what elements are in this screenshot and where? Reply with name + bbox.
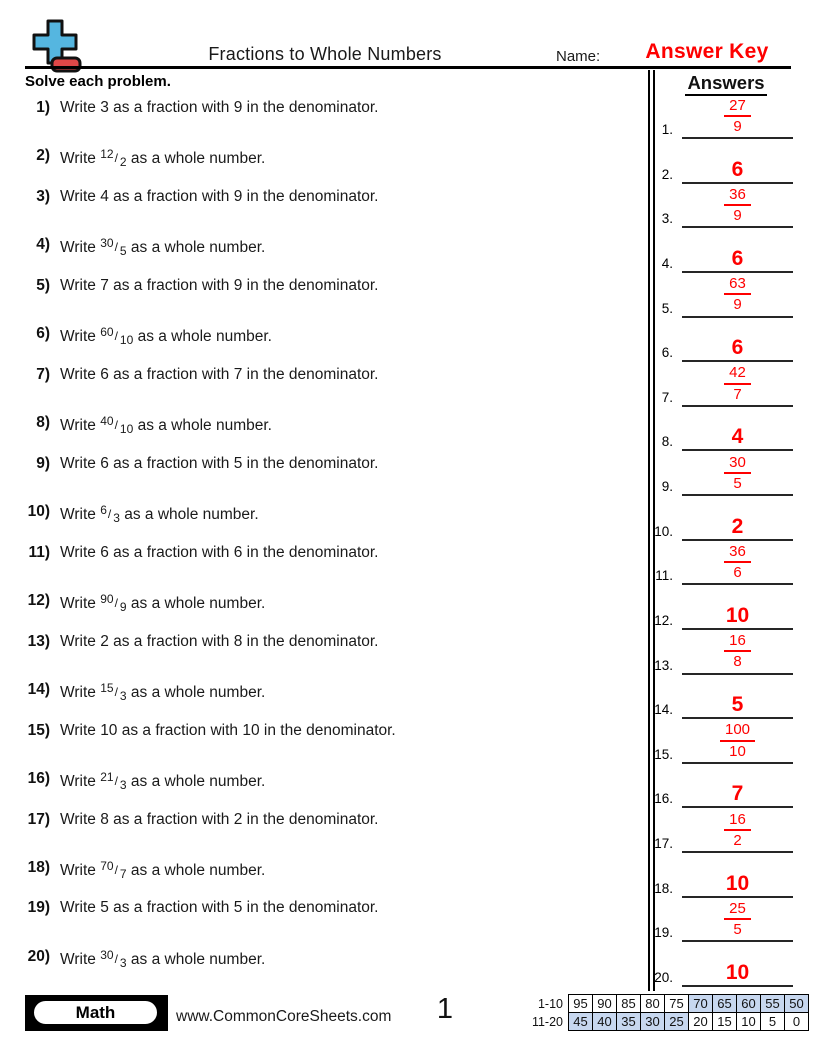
score-cell: 20 [689,1013,713,1031]
question-fraction-slash: / [114,151,118,166]
question-fraction-numerator: 90 [100,592,114,607]
answer-fraction-numerator: 27 [724,97,751,117]
answer-number: 8. [661,434,673,450]
question-number: 17) [27,810,50,828]
question-fraction-denominator: 3 [113,511,120,526]
answer-fraction-numerator: 16 [724,632,751,652]
answer-number: 5. [661,300,673,316]
website-url: www.CommonCoreSheets.com [176,1008,392,1025]
question-fraction-slash: / [114,329,118,344]
answer-number: 12. [654,612,673,628]
answers-heading: Answers [656,72,796,94]
answer-fraction-numerator: 36 [724,186,751,206]
score-cell: 80 [641,995,665,1013]
question-fraction-denominator: 3 [119,955,127,970]
subject-badge: Math [32,999,159,1026]
score-cell: 55 [761,995,785,1013]
answer-number: 16. [654,791,673,807]
question-text: Write $^{15}$/ 3 as a whole number. [60,681,266,704]
question-text: Write $^{21}$/ 3 as a whole number. [60,770,266,793]
question-fraction-denominator: 2 [119,155,127,170]
question-number: 3) [36,187,50,205]
question-row-18 [16,859,636,881]
answer-fraction-numerator: 100 [720,721,755,741]
question-fraction-denominator: 9 [119,600,127,615]
question-number: 4) [36,236,50,254]
answer-whole-number: 2 [731,514,744,538]
question-row-15 [16,722,636,740]
score-cell: 75 [665,995,689,1013]
footer-subject-bar [25,995,168,1031]
question-row-9 [16,455,636,473]
answer-number: 13. [654,657,673,673]
question-fraction-slash: / [114,774,118,789]
worksheet-title: Fractions to Whole Numbers [208,44,442,64]
score-row-label: 1-10 [537,996,563,1011]
score-cell: 45 [569,1013,593,1031]
answer-number: 18. [654,880,673,896]
answer-whole-number: 6 [731,157,744,181]
question-row-7 [16,366,636,384]
question-text: Write 6 as a fraction with 5 in the denominator. [60,454,379,472]
question-number: 14) [27,681,50,699]
answer-fraction-denominator: 8 [733,653,742,671]
question-number: 20) [27,947,50,965]
answer-fraction-numerator: 42 [724,364,751,384]
page-number: 1 [436,993,454,1025]
answer-fraction-numerator: 16 [724,811,751,831]
question-number: 15) [27,721,50,739]
answer-fraction-denominator: 5 [733,474,742,492]
answer-fraction-numerator: 30 [724,454,751,474]
question-text: Write $^{30}$/ 5 as a whole number. [60,236,266,259]
answer-number: 9. [661,479,673,495]
question-number: 8) [36,414,50,432]
question-fraction-denominator: 5 [119,244,127,259]
score-cell: 0 [785,1013,809,1031]
answer-row-20 [645,933,796,987]
score-cell: 15 [713,1013,737,1031]
question-fraction-slash: / [107,507,112,522]
question-fraction-slash: / [114,596,118,611]
question-fraction-slash: / [114,862,118,877]
answer-number: 11. [655,568,673,584]
answer-number: 19. [654,925,673,941]
answer-number: 10. [654,523,673,539]
question-number: 2) [36,147,50,165]
question-fraction-numerator: 30 [100,947,114,962]
question-fraction-slash: / [114,418,118,433]
question-row-6 [16,325,636,347]
answer-blank-line [682,985,793,987]
question-fraction-numerator: 21 [100,770,114,785]
answer-number: 7. [661,389,673,405]
name-label: Name: [556,48,601,65]
answer-number: 1. [661,122,673,137]
question-text: Write 10 as a fraction with 10 in the denominator. [60,721,396,739]
answer-number: 2. [661,166,673,182]
question-row-1 [16,99,636,117]
question-fraction-numerator: 60 [100,325,114,340]
answer-whole-number: 5 [731,693,744,717]
score-cell: 25 [665,1013,689,1031]
question-fraction-numerator: 12 [100,147,114,162]
question-row-19 [16,899,636,917]
question-text: Write 3 as a fraction with 9 in the denominator. [60,99,379,116]
answer-whole-number: 10 [725,960,750,984]
answer-fraction-numerator: 63 [724,275,751,295]
answer-fraction-denominator: 9 [733,296,742,314]
answer-value [682,962,793,983]
answer-whole-number: 4 [731,425,744,449]
answer-key-label: Answer Key [645,40,769,63]
score-cell: 70 [689,995,713,1013]
question-number: 13) [27,632,50,650]
question-row-14 [16,681,636,703]
answer-fraction-numerator: 36 [724,543,751,563]
question-fraction-numerator: 40 [100,414,114,429]
answer-whole-number: 10 [725,871,750,895]
answer-number: 17. [654,836,673,852]
question-text: Write 7 as a fraction with 9 in the denominator. [60,276,379,294]
question-fraction-numerator: 6 [100,503,107,518]
question-number: 5) [36,276,50,294]
score-cell: 65 [713,995,737,1013]
question-fraction-denominator: 3 [119,689,127,704]
question-row-11 [16,544,636,562]
question-row-16 [16,770,636,792]
question-number: 9) [36,454,50,472]
score-cell: 60 [737,995,761,1013]
question-number: 18) [27,858,50,876]
question-number: 10) [27,503,50,521]
question-row-20 [16,948,636,970]
question-fraction-slash: / [114,685,118,700]
question-number: 19) [27,899,50,917]
question-text: Write 6 as a fraction with 6 in the denominator. [60,543,379,561]
answer-fraction-denominator: 10 [729,742,746,760]
question-fraction-numerator: 30 [100,236,114,251]
header-rule [25,66,791,69]
question-text: Write $^{70}$/ 7 as a whole number. [60,858,266,881]
question-text: Write 6 as a fraction with 7 in the denominator. [60,365,379,383]
question-text: Write 8 as a fraction with 2 in the denominator. [60,810,379,828]
question-row-3 [16,188,636,206]
question-row-12 [16,592,636,614]
question-fraction-numerator: 15 [100,681,114,696]
question-text: Write $^6$/ 3 as a whole number. [60,503,259,526]
answer-number: 14. [654,702,673,718]
question-row-17 [16,811,636,829]
question-fraction-numerator: 70 [100,858,114,873]
answer-fraction-denominator: 5 [733,921,742,939]
question-fraction-denominator: 10 [119,422,134,437]
question-row-2 [16,147,636,169]
answer-fraction-denominator: 9 [733,117,742,135]
answer-number: 20. [654,969,673,985]
question-text: Write $^{30}$/ 3 as a whole number. [60,947,266,970]
score-table [529,994,809,1031]
score-cell: 40 [593,1013,617,1031]
question-fraction-slash: / [114,951,118,966]
score-cell: 85 [617,995,641,1013]
answer-number: 4. [661,255,673,271]
answer-fraction-denominator: 6 [733,564,742,582]
question-fraction-slash: / [114,240,118,255]
question-fraction-denominator: 3 [119,778,127,793]
score-row-1-10 [529,995,809,1013]
answer-whole-number: 10 [725,603,750,627]
answer-whole-number: 7 [731,782,744,806]
score-cell: 10 [737,1013,761,1031]
question-text: Write $^{60}$/ 10 as a whole number. [60,325,272,348]
question-row-4 [16,236,636,258]
question-number: 11) [28,543,50,561]
answer-number: 3. [661,211,673,227]
question-row-10 [16,503,636,525]
instructions-text: Solve each problem. [25,73,171,90]
question-text: Write 4 as a fraction with 9 in the denominator. [60,187,379,205]
question-number: 1) [36,99,50,116]
answer-whole-number: 6 [731,246,744,270]
answer-fraction-denominator: 2 [733,831,742,849]
score-cell: 90 [593,995,617,1013]
score-cell: 95 [569,995,593,1013]
score-cell: 5 [761,1013,785,1031]
question-fraction-denominator: 7 [119,866,127,881]
score-row-label: 11-20 [531,1014,563,1029]
question-text: Write 5 as a fraction with 5 in the denominator. [60,899,379,917]
score-row-11-20 [529,1013,809,1031]
score-cell: 50 [785,995,809,1013]
question-text: Write $^{90}$/ 9 as a whole number. [60,592,266,615]
question-text: Write 2 as a fraction with 8 in the denominator. [60,632,379,650]
answer-number: 15. [654,746,673,762]
score-cell: 35 [617,1013,641,1031]
question-row-13 [16,633,636,651]
question-text: Write $^{40}$/ 10 as a whole number. [60,414,272,437]
score-cell: 30 [641,1013,665,1031]
answer-number: 6. [661,345,673,361]
answer-whole-number: 6 [731,336,744,360]
question-text: Write $^{12}$/ 2 as a whole number. [60,147,266,170]
answer-fraction-numerator: 25 [724,900,751,920]
answer-fraction-denominator: 9 [733,207,742,224]
question-fraction-denominator: 10 [119,333,134,348]
answer-fraction-denominator: 7 [733,385,742,403]
question-number: 6) [36,325,50,343]
question-row-8 [16,414,636,436]
question-number: 12) [27,592,50,610]
question-number: 16) [27,770,50,788]
question-row-5 [16,277,636,295]
question-number: 7) [36,365,50,383]
